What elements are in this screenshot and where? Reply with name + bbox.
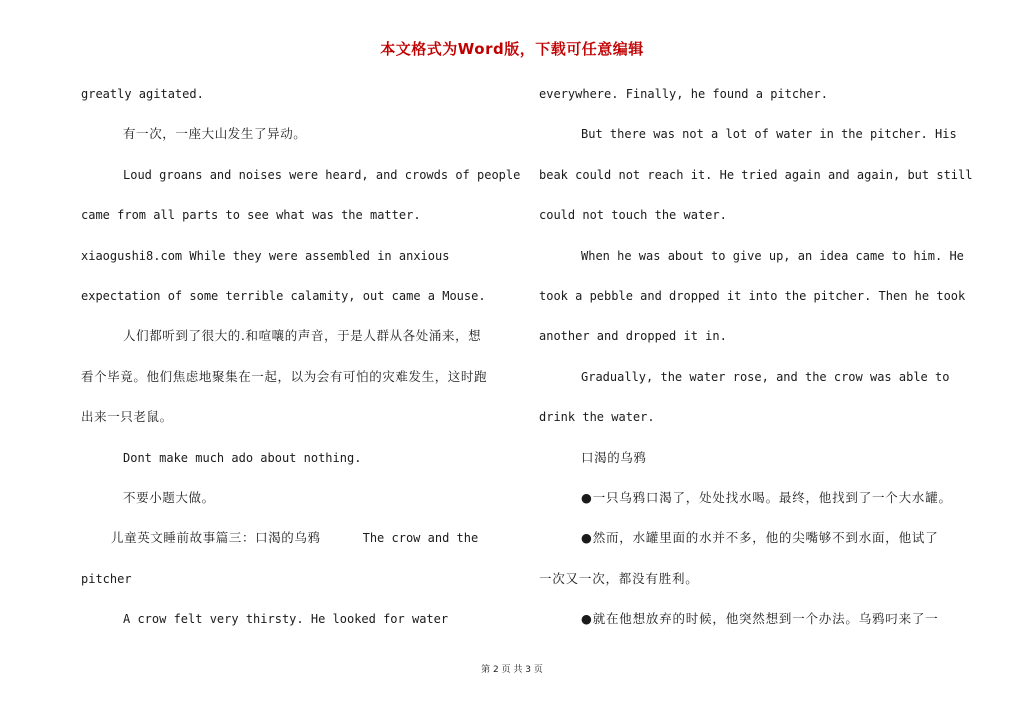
- bullet-line: ●然而，水罐里面的水并不多，他的尖嘴够不到水面，他试了: [581, 530, 939, 546]
- section-heading-english: The crow and the: [362, 531, 479, 546]
- text-line: But there was not a lot of water in the pitcher. His: [581, 127, 957, 142]
- text-line: pitcher: [81, 571, 132, 586]
- bullet-line: ●一只乌鸦口渴了，处处找水喝。最终，他找到了一个大水罐。: [581, 489, 952, 505]
- text-line: took a pebble and dropped it into the pitcher. Then he took: [539, 288, 966, 303]
- text-line: could not touch the water.: [539, 208, 727, 223]
- text-line: drink the water.: [539, 410, 655, 425]
- text-line: everywhere. Finally, he found a pitcher.: [539, 87, 828, 101]
- left-column: [81, 83, 521, 648]
- text-line: 一次又一次，都没有胜利。: [539, 570, 699, 586]
- text-line: When he was about to give up, an idea came to him. He: [581, 248, 964, 263]
- text-line: 有一次，一座大山发生了异动。: [123, 126, 307, 142]
- text-line: A crow felt very thirsty. He looked for water: [123, 612, 449, 627]
- subtitle-line: 口渴的乌鸦: [581, 449, 647, 465]
- text-line: Loud groans and noises were heard, and crowds of people: [123, 167, 521, 182]
- text-line: another and dropped it in.: [539, 329, 727, 344]
- text-line: 出来一只老鼠。: [81, 409, 173, 425]
- page-banner: 本文格式为Word版，下载可任意编辑: [380, 40, 644, 58]
- page-number: 第 2 页 共 3 页: [481, 665, 543, 675]
- text-line: Gradually, the water rose, and the crow was able to: [581, 369, 950, 384]
- text-line: Dont make much ado about nothing.: [123, 450, 362, 465]
- section-heading-line: [81, 527, 511, 567]
- text-line: 不要小题大做。: [123, 489, 215, 505]
- right-column: [539, 83, 973, 648]
- section-heading-chinese: 儿童英文睡前故事篇三：口渴的乌鸦: [111, 530, 321, 546]
- text-line: greatly agitated.: [81, 87, 204, 101]
- text-line: 看个毕竟。他们焦虑地聚集在一起，以为会有可怕的灾难发生，这时跑: [81, 368, 488, 384]
- bullet-line: ●就在他想放弃的时候，他突然想到一个办法。乌鸦叼来了一: [581, 611, 939, 627]
- text-line: 人们都听到了很大的.和喧嚷的声音，于是人群从各处涌来，想: [123, 328, 482, 344]
- text-line: expectation of some terrible calamity, out came a Mouse.: [81, 288, 486, 303]
- text-line: beak could not reach it. He tried again and again, but still: [539, 167, 973, 182]
- text-line: came from all parts to see what was the matter.: [81, 208, 421, 223]
- text-line: xiaogushi8.com While they were assembled in anxious: [81, 248, 450, 263]
